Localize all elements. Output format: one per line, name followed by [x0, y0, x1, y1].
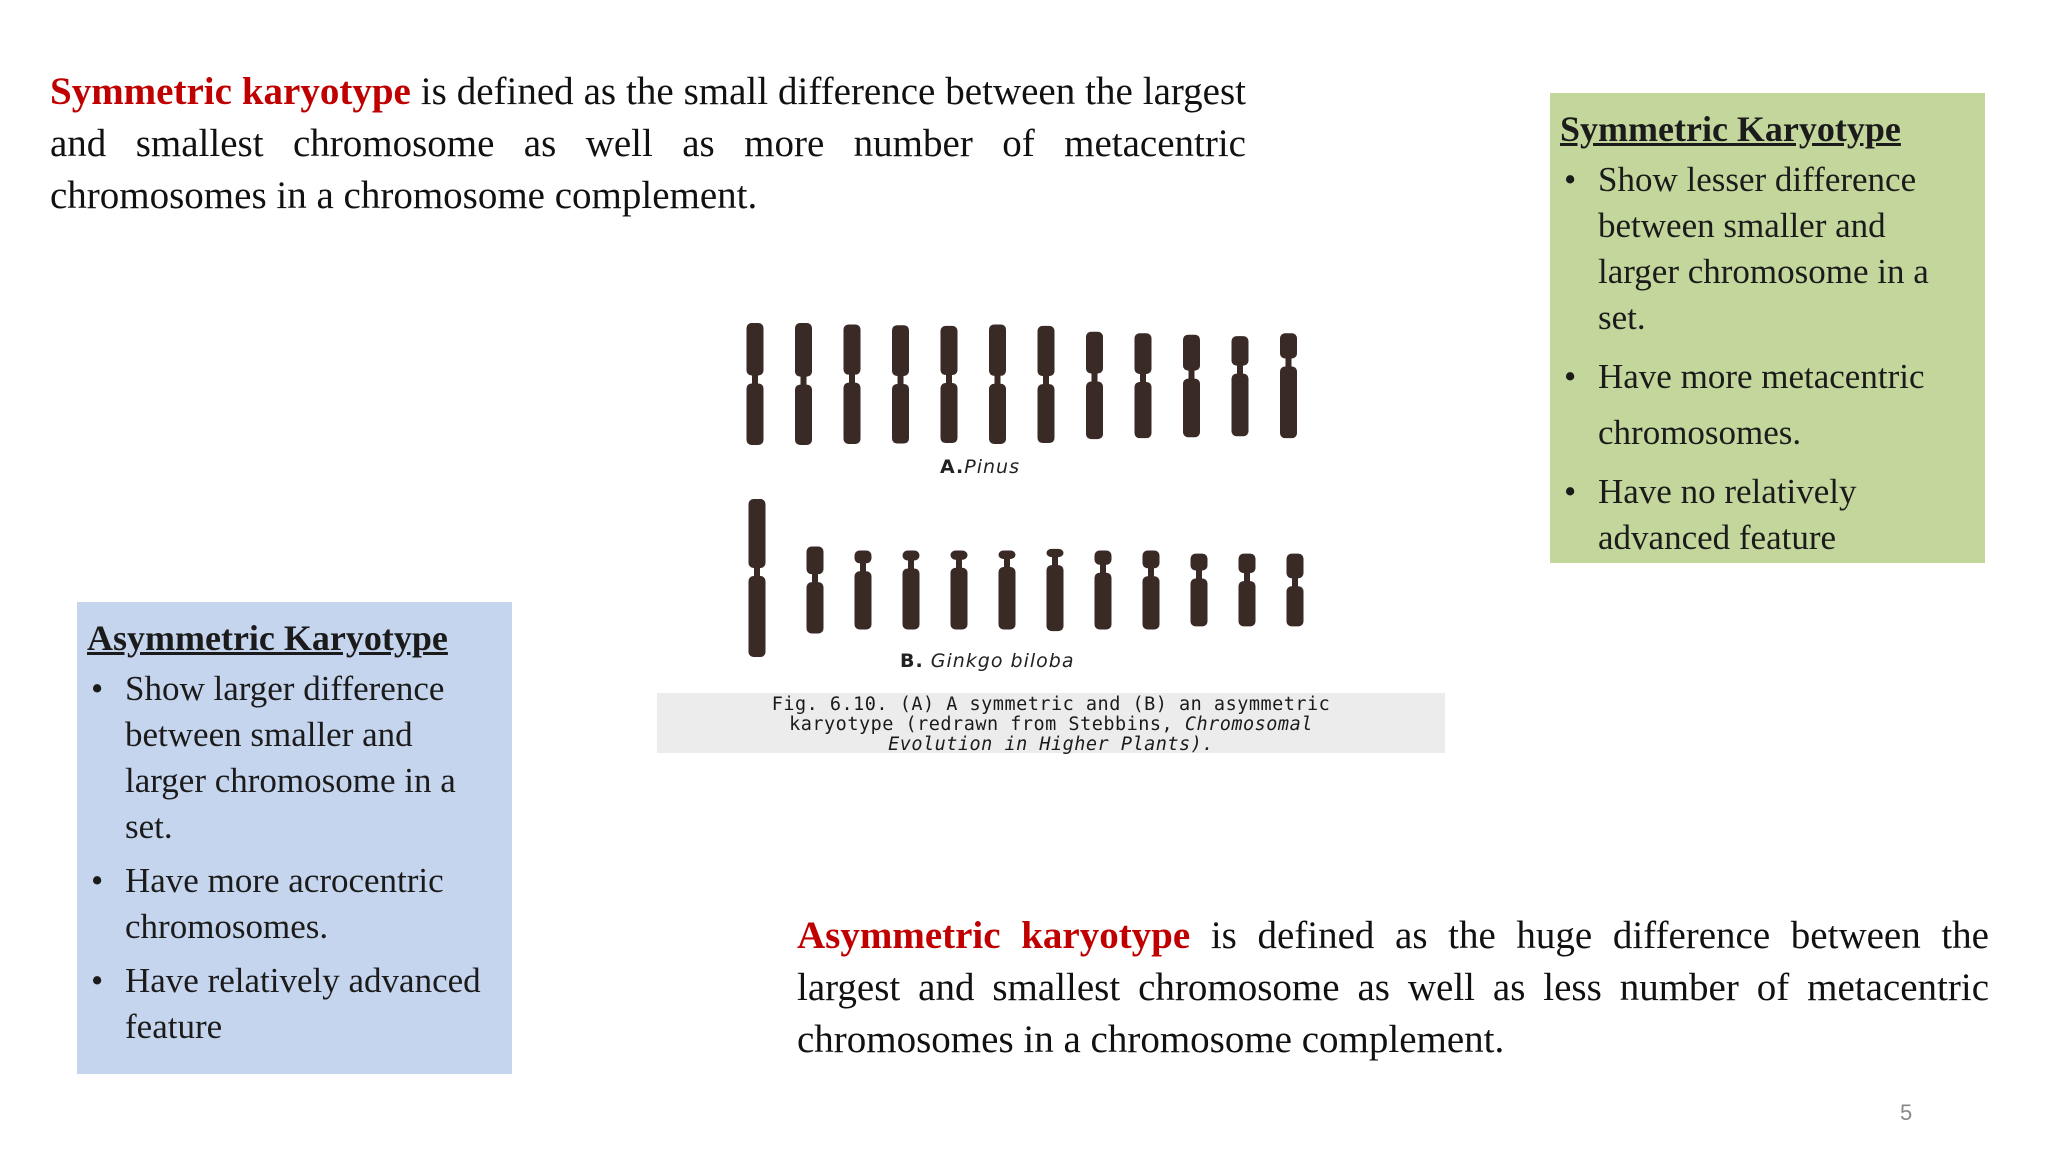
- symmetric-term: Symmetric karyotype: [50, 70, 411, 113]
- ginkgo-chromosome: [807, 547, 824, 634]
- chromosome-q-arm: [892, 384, 909, 444]
- asymmetric-definition: [797, 910, 1989, 1066]
- list-item: • Have relatively advanced feature: [87, 958, 498, 1050]
- chromosome-p-arm: [1191, 554, 1208, 571]
- chromosome-p-arm: [1239, 554, 1256, 573]
- chromosome-q-arm: [1191, 578, 1208, 626]
- symmetric-definition-text: is defined as the small difference between the largest and smallest chromosome as well as more number of metacentric chromosomes in a chromosome complement.: [50, 70, 1246, 217]
- caption-line-2-italic: Chromosomal: [1184, 714, 1313, 735]
- chromosome-q-arm: [1086, 382, 1103, 440]
- chromosome-centromere: [1100, 564, 1106, 574]
- chromosome-p-arm: [999, 551, 1016, 560]
- chromosome-centromere: [1052, 556, 1058, 566]
- ginkgo-chromosome: [999, 551, 1016, 630]
- chromosome-q-arm: [1183, 379, 1200, 438]
- chromosome-centromere: [801, 376, 807, 386]
- chromosome-p-arm: [844, 324, 861, 374]
- chromosome-p-arm: [1047, 549, 1064, 557]
- chromosome-q-arm: [1239, 581, 1256, 626]
- page-number: 5: [1900, 1100, 1913, 1125]
- ginkgo-chromosome: [903, 551, 920, 630]
- ginkgo-chromosome: [1095, 551, 1112, 630]
- chromosome-centromere: [946, 374, 952, 384]
- pinus-chromosome: [1086, 332, 1103, 439]
- chromosome-q-arm: [951, 568, 968, 630]
- figure-label-a: [940, 456, 1020, 478]
- caption-line-3: Evolution in Higher Plants).: [888, 734, 1214, 755]
- chromosome-p-arm: [1135, 333, 1152, 374]
- chromosome-q-arm: [749, 576, 766, 657]
- figure-label-b: [900, 650, 1074, 672]
- symmetric-definition: [50, 66, 1246, 222]
- list-item: • Have more metacentric chromosomes.: [1560, 349, 1971, 461]
- chromosome-p-arm: [951, 551, 968, 560]
- ginkgo-chromosome: [1047, 549, 1064, 631]
- chromosome-centromere: [1237, 365, 1243, 375]
- symmetric-box-title: Symmetric Karyotype: [1560, 109, 1901, 149]
- chromosome-p-arm: [747, 323, 764, 375]
- pinus-chromosome: [844, 324, 861, 444]
- chromosome-q-arm: [844, 383, 861, 444]
- chromosome-centromere: [956, 559, 962, 569]
- pinus-chromosome: [747, 323, 764, 445]
- pinus-chromosome: [795, 323, 812, 445]
- chromosome-p-arm: [1086, 332, 1103, 374]
- chromosome-p-arm: [1280, 333, 1297, 358]
- chromosome-p-arm: [1183, 335, 1200, 371]
- chromosome-p-arm: [1232, 336, 1249, 365]
- chromosome-p-arm: [989, 324, 1006, 375]
- chromosome-q-arm: [1047, 565, 1064, 631]
- asymmetric-box-title: Asymmetric Karyotype: [87, 618, 448, 658]
- chromosome-centromere: [754, 567, 760, 577]
- ginkgo-chromosome: [1239, 554, 1256, 627]
- karyotype-figure: [655, 300, 1445, 755]
- figure-caption: [657, 693, 1445, 753]
- chromosome-centromere: [849, 374, 855, 384]
- ginkgo-chromosome: [855, 551, 872, 630]
- chromosome-q-arm: [1135, 382, 1152, 438]
- chromosome-centromere: [1196, 569, 1202, 579]
- pinus-chromosome: [1280, 333, 1297, 438]
- asymmetric-box-list: [87, 666, 498, 1050]
- pinus-chromosome: [989, 324, 1006, 444]
- chromosome-q-arm: [1280, 366, 1297, 438]
- ginkgo-chromosome: [951, 551, 968, 630]
- chromosome-q-arm: [795, 385, 812, 445]
- chromosome-p-arm: [749, 499, 766, 568]
- chromosome-q-arm: [855, 571, 872, 629]
- chromosome-centromere: [1092, 373, 1098, 383]
- chromosome-q-arm: [1232, 374, 1249, 437]
- chromosome-centromere: [1189, 370, 1195, 380]
- caption-line-1: Fig. 6.10. (A) A symmetric and (B) an asymmetric: [771, 694, 1331, 715]
- chromosome-centromere: [995, 375, 1001, 385]
- symmetric-karyotype-box: [1550, 93, 1985, 563]
- chromosome-centromere: [908, 559, 914, 569]
- pinus-chromosome: [941, 326, 958, 443]
- karyotype-illustration: [655, 300, 1445, 695]
- chromosome-p-arm: [795, 323, 812, 377]
- chromosome-centromere: [1140, 373, 1146, 383]
- chromosome-q-arm: [941, 383, 958, 443]
- chromosome-centromere: [1043, 375, 1049, 385]
- list-item: • Show larger difference between smaller and larger chromosome in a set.: [87, 666, 498, 850]
- chromosome-q-arm: [989, 384, 1006, 444]
- chromosome-q-arm: [999, 567, 1016, 629]
- chromosome-centromere: [812, 573, 818, 583]
- chromosome-q-arm: [807, 582, 824, 633]
- label-a-name: Pinus: [964, 456, 1021, 478]
- pinus-chromosome: [1232, 336, 1249, 436]
- ginkgo-chromosome: [749, 499, 766, 657]
- asymmetric-karyotype-box: [77, 602, 512, 1074]
- pinus-chromosome: [1135, 333, 1152, 438]
- chromosome-q-arm: [903, 568, 920, 629]
- chromosome-centromere: [898, 375, 904, 385]
- label-b-letter: B.: [900, 650, 924, 672]
- chromosome-centromere: [1148, 567, 1154, 577]
- chromosome-centromere: [752, 374, 758, 384]
- chromosome-p-arm: [941, 326, 958, 375]
- chromosome-q-arm: [1143, 576, 1160, 629]
- chromosome-centromere: [1286, 357, 1292, 367]
- chromosome-p-arm: [892, 325, 909, 376]
- chromosome-p-arm: [855, 551, 872, 564]
- chromosome-q-arm: [1287, 586, 1304, 626]
- label-b-name: Ginkgo biloba: [930, 650, 1075, 672]
- caption-line-2-text: karyotype (redrawn from Stebbins,: [789, 714, 1185, 735]
- label-a-letter: A.: [940, 456, 965, 478]
- chromosome-centromere: [1244, 572, 1250, 582]
- list-item: • Have more acrocentric chromosomes.: [87, 858, 498, 950]
- chromosome-p-arm: [1287, 554, 1304, 579]
- chromosome-p-arm: [903, 551, 920, 561]
- chromosome-q-arm: [1038, 384, 1055, 443]
- list-item: • Have no relatively advanced feature: [1560, 469, 1971, 561]
- asymmetric-term: Asymmetric karyotype: [797, 914, 1191, 957]
- chromosome-p-arm: [1095, 551, 1112, 565]
- ginkgo-chromosome: [1191, 554, 1208, 627]
- chromosome-centromere: [860, 562, 866, 572]
- chromosome-p-arm: [1038, 326, 1055, 376]
- pinus-chromosome: [1183, 335, 1200, 437]
- symmetric-box-list: [1560, 157, 1971, 561]
- caption-line-2: [657, 715, 1445, 735]
- pinus-chromosome: [1038, 326, 1055, 443]
- asymmetric-definition-text: is defined as the huge difference between the largest and smallest chromosome as well as less number of metacentric chromosomes in a chromosome complement.: [797, 914, 1989, 1061]
- chromosome-q-arm: [1095, 573, 1112, 630]
- pinus-chromosome: [892, 325, 909, 443]
- chromosome-centromere: [1004, 558, 1010, 568]
- list-item: • Show lesser difference between smaller and larger chromosome in a set.: [1560, 157, 1971, 341]
- ginkgo-chromosome: [1143, 551, 1160, 630]
- chromosome-p-arm: [1143, 551, 1160, 569]
- ginkgo-chromosome: [1287, 554, 1304, 627]
- chromosome-centromere: [1292, 577, 1298, 587]
- chromosome-p-arm: [807, 547, 824, 575]
- chromosome-q-arm: [747, 383, 764, 445]
